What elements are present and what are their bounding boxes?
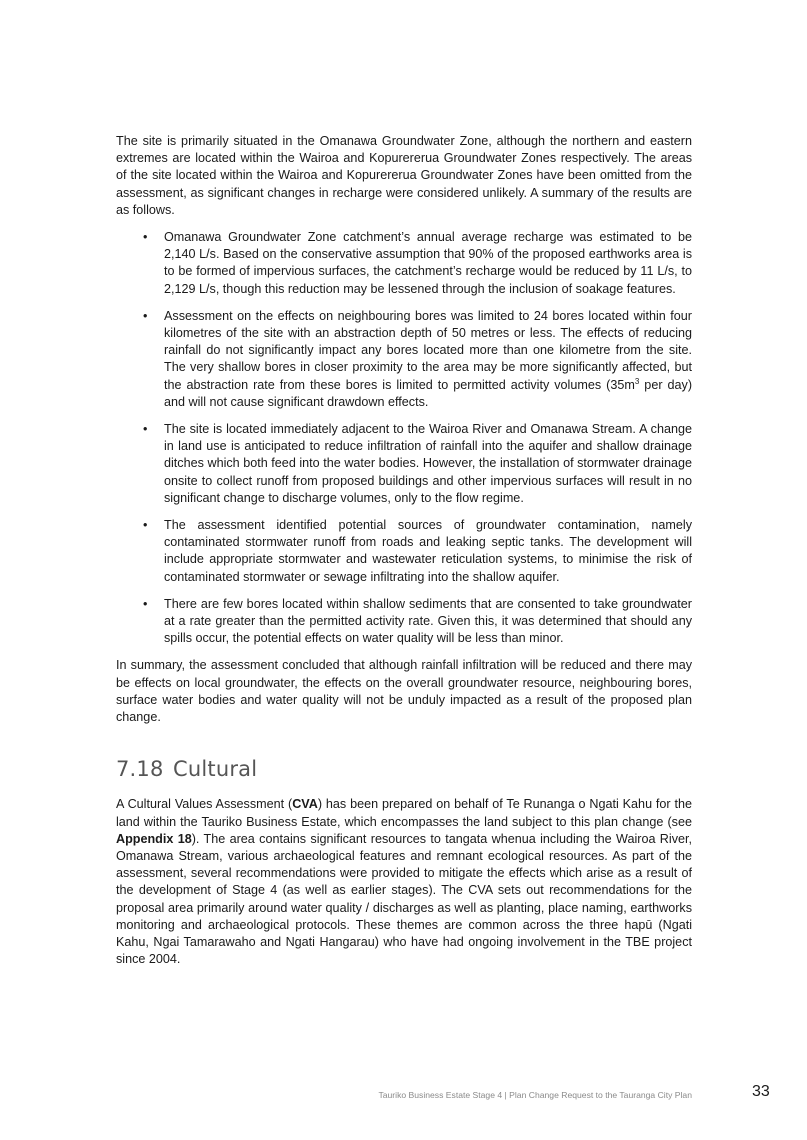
- list-item: [116, 421, 692, 507]
- bullet-marker: •: [143, 518, 148, 533]
- page-body: [116, 133, 692, 968]
- intro-paragraph: The site is primarily situated in the Omanawa Groundwater Zone, although the northern and eastern extremes are located within the Wairoa and Kopurererua Groundwater Zones respectively. The areas of the site located within the Wairoa and Kopurererua Groundwater Zones have been omitted from the assessment, as significant changes in recharge were considered unlikely. A summary of the results are as follows.: [116, 134, 692, 217]
- bullet-text: The site is located immediately adjacent to the Wairoa River and Omanawa Stream. A change in land use is anticipated to reduce infiltration of rainfall into the aquifer and shallow drainage ditches which both feed into the water bodies. However, the installation of stormwater drainage onsite to collect runoff from proposed buildings and other impervious surfaces will result in no significant change to discharge volumes, only to the flow regime.: [164, 422, 692, 505]
- page-footer: Tauriko Business Estate Stage 4 | Plan Change Request to the Tauranga City Plan: [378, 1090, 692, 1100]
- bullet-marker: •: [143, 596, 148, 611]
- section-number: 7.18: [116, 757, 164, 782]
- section-heading: [116, 756, 692, 782]
- bullet-text: Omanawa Groundwater Zone catchment’s annual average recharge was estimated to be 2,140 L/s. Based on the conservative assumption that 90% of the proposed earthworks area is to be formed of impervious surfaces, the catchment’s recharge would be reduced by 11 L/s, to 2,129 L/s, though this reduction may be lessened through the inclusion of soakage features.: [164, 230, 692, 296]
- bullet-text: The assessment identified potential sources of groundwater contamination, namely contaminated stormwater runoff from roads and leaking septic tanks. The development will include appropriate stormwater and wastewater reticulation systems, to minimise the risk of contaminated stormwater or sewage infiltrating into the shallow aquifer.: [164, 518, 692, 584]
- bullet-text: There are few bores located within shallow sediments that are consented to take groundwater at a rate greater than the permitted activity rate. Given this, it was determined that should any spills occur, the potential effects on water quality will be less than minor.: [164, 596, 692, 646]
- bullet-text: Assessment on the effects on neighbouring bores was limited to 24 bores located within four kilometres of the site with an abstraction depth of 50 metres or less. The effects of reducing rainfall do not significantly impact any bores located more than one kilometre from the site. The very shallow bores in closer proximity to the area may be more significantly affected, but the abstraction rate from these bores is limited to permitted activity volumes ($35m^3$ per day) and will not cause significant drawdown effects.: [164, 308, 693, 409]
- list-item: [116, 308, 692, 411]
- list-item: [116, 517, 692, 586]
- section-title: Cultural: [173, 757, 258, 782]
- cultural-paragraph: A Cultural Values Assessment (CVA) has been prepared on behalf of Te Runanga o Ngati Kahu for the land within the Tauriko Business Estate, which encompasses the land subject to this plan change (see Appendix 18). The area contains significant resources to tangata whenua including the Wairoa River, Omanawa Stream, various archaeological features and remnant ecological resources. As part of the assessment, several recommendations were provided to mitigate the effects which arise as a result of the development of Stage 4 (as well as earlier stages). The CVA sets out recommendations for the proposal area primarily around water quality / discharges as well as planting, place naming, earthworks monitoring and archaeological protocols. These themes are common across the three hapū (Ngati Kahu, Ngai Tamarawaho and Ngati Hangarau) who have had ongoing involvement in the TBE project since 2004.: [116, 797, 692, 967]
- page-number: 33: [752, 1083, 770, 1100]
- bold-appendix-ref: Appendix 18: [116, 831, 192, 846]
- results-bullet-list: [116, 229, 692, 647]
- superscript: 3: [634, 376, 640, 386]
- bold-cva: CVA: [292, 797, 318, 812]
- list-item: [116, 229, 692, 298]
- list-item: [116, 596, 692, 648]
- bullet-marker: •: [143, 230, 148, 245]
- bullet-marker: •: [143, 308, 148, 323]
- summary-paragraph: In summary, the assessment concluded that although rainfall infiltration will be reduced and there may be effects on local groundwater, the effects on the overall groundwater resource, neighbouring bores, surface water bodies and water quality will not be unduly impacted as a result of the proposed plan change.: [116, 658, 692, 725]
- bullet-marker: •: [143, 422, 148, 437]
